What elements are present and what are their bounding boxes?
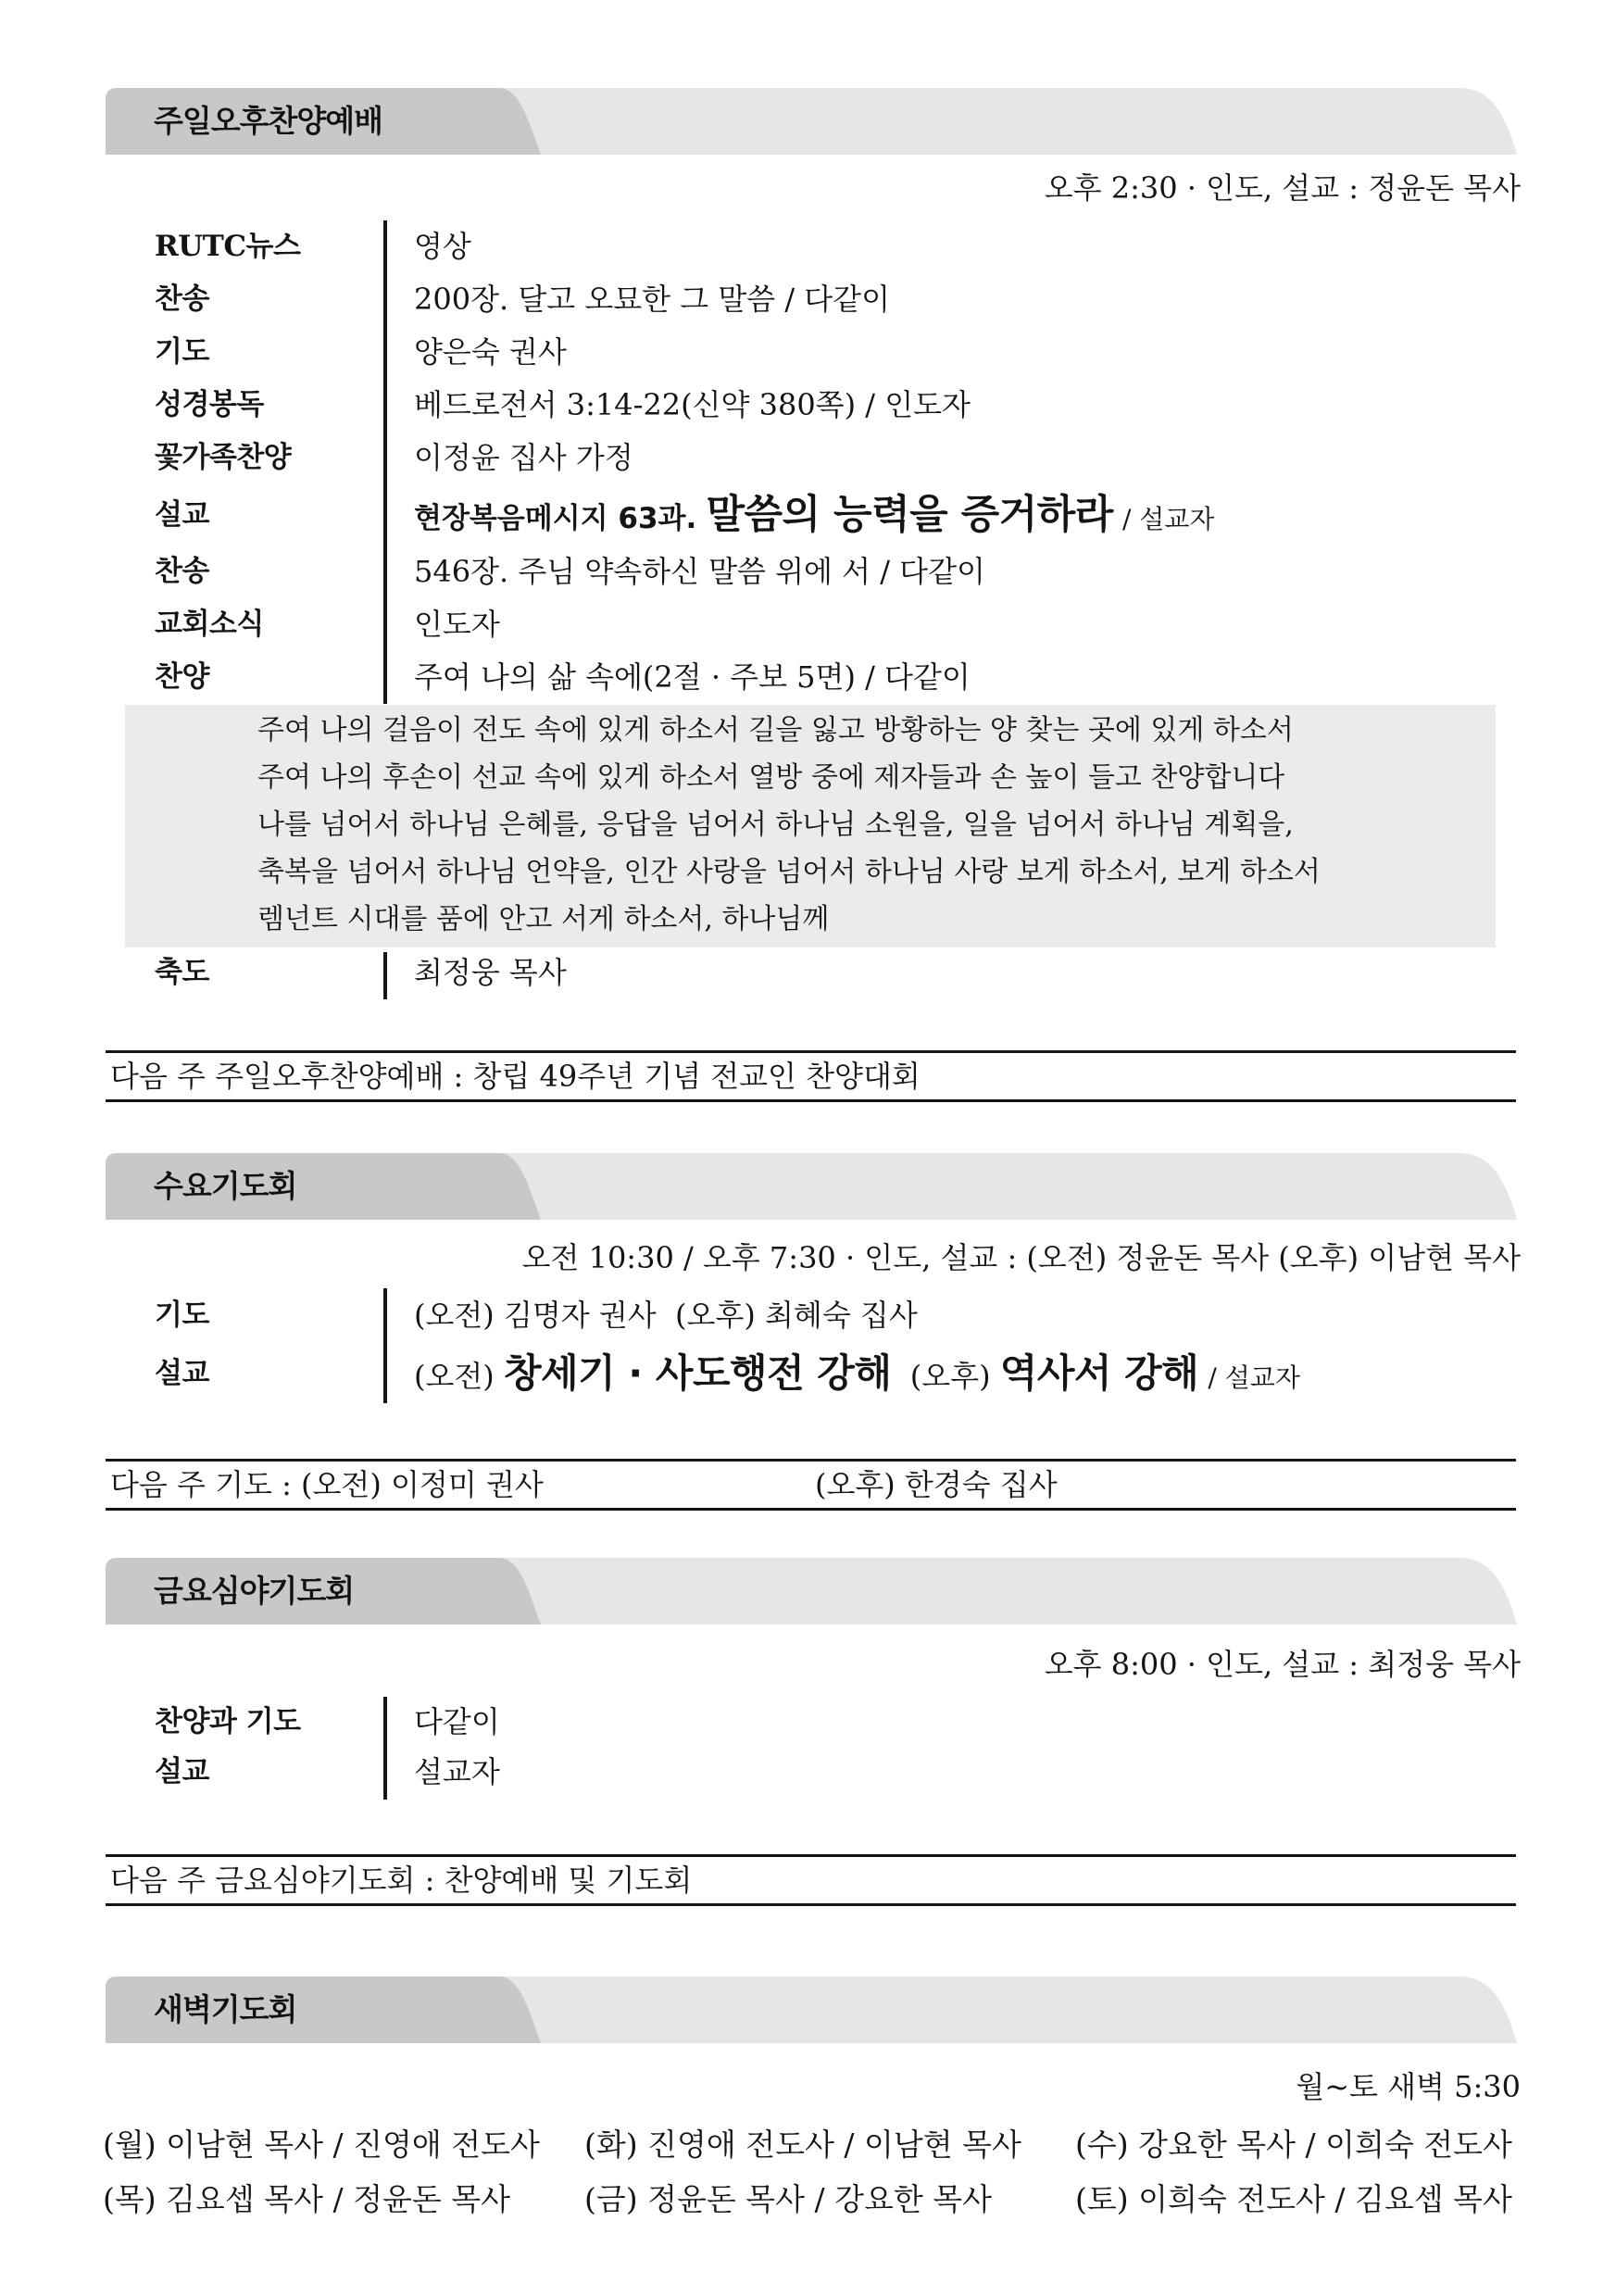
order-label: RUTC뉴스	[155, 230, 301, 263]
order-label: 성경봉독	[155, 388, 264, 421]
section-title: 주일오후찬양예배	[154, 103, 383, 139]
order-value: 이정윤 집사 가정	[414, 440, 633, 475]
prayer-pm: (오후) 최혜숙 집사	[675, 1298, 918, 1333]
sermon-am-tag: (오전)	[414, 1359, 495, 1394]
sermon-value	[414, 1344, 1300, 1408]
order-label: 찬송	[155, 555, 209, 588]
order-label: 축도	[155, 956, 209, 989]
order-value: 200장. 달고 오묘한 그 말씀 / 다같이	[414, 282, 891, 317]
order-label: 설교	[155, 498, 209, 532]
section-tab-graphic	[106, 1976, 1517, 2043]
sermon-row	[0, 1344, 1616, 1403]
sermon-title: 말씀의 능력을 증거하라	[706, 492, 1113, 538]
order-row	[0, 220, 1616, 273]
sermon-pm-title: 역사서 강해	[999, 1350, 1199, 1396]
next-week-notice	[106, 1050, 1516, 1102]
order-value: 설교자	[414, 1754, 500, 1789]
schedule-item: (토) 이희숙 전도사 / 김요셉 목사	[1075, 2181, 1512, 2217]
order-row	[0, 432, 1616, 484]
order-row	[0, 598, 1616, 651]
order-label: 설교	[155, 1357, 209, 1390]
order-row	[0, 546, 1616, 598]
lyrics-line: 주여 나의 후손이 선교 속에 있게 하소서 열방 중에 제자들과 손 높이 들고 찬양합니다	[257, 761, 1285, 794]
service-time-info: 오후 8:00 · 인도, 설교 : 최정웅 목사	[1044, 1647, 1521, 1682]
prayer-am: (오전) 김명자 권사	[414, 1298, 657, 1333]
section-header	[106, 1976, 1517, 2043]
sermon-am-title: 창세기 · 사도행전 강해	[503, 1350, 892, 1396]
schedule-item: (금) 정윤돈 목사 / 강요한 목사	[584, 2181, 992, 2217]
sermon-preacher: / 설교자	[1121, 504, 1215, 534]
order-value: 최정웅 목사	[414, 955, 567, 990]
schedule-item: (목) 김요셉 목사 / 정윤돈 목사	[103, 2181, 510, 2217]
service-time-info: 월~토 새벽 5:30	[1296, 2069, 1521, 2104]
sermon-row	[0, 484, 1616, 546]
lyrics-line: 축복을 넘어서 하나님 언약을, 인간 사랑을 넘어서 하나님 사랑 보게 하소서, 보게 하소서	[257, 856, 1321, 888]
order-label: 설교	[155, 1755, 209, 1788]
order-row	[0, 326, 1616, 379]
order-row	[0, 273, 1616, 326]
service-time-info: 오전 10:30 / 오후 7:30 · 인도, 설교 : (오전) 정윤돈 목사 (오후) 이남현 목사	[521, 1240, 1521, 1275]
next-week-text: 다음 주 주일오후찬양예배 : 창립 49주년 기념 전교인 찬양대회	[110, 1059, 921, 1094]
service-time-info: 오후 2:30 · 인도, 설교 : 정윤돈 목사	[1044, 170, 1521, 206]
order-value: 546장. 주님 약속하신 말씀 위에 서 / 다같이	[414, 554, 985, 589]
order-row	[0, 1746, 1616, 1799]
order-value: 주여 나의 삶 속에(2절 · 주보 5면) / 다같이	[414, 659, 971, 695]
order-value: 영상	[414, 229, 471, 264]
prayer-row	[0, 1289, 1616, 1342]
order-label: 기도	[155, 335, 209, 369]
order-row	[0, 1696, 1616, 1749]
sermon-pm-tag: (오후)	[909, 1359, 991, 1394]
order-value: 베드로전서 3:14-22(신약 380쪽) / 인도자	[414, 387, 971, 422]
order-row	[0, 651, 1616, 704]
order-label: 교회소식	[155, 608, 264, 641]
next-week-am: 다음 주 기도 : (오전) 이정미 권사	[110, 1467, 544, 1502]
schedule-item: (수) 강요한 목사 / 이희숙 전도사	[1075, 2127, 1512, 2163]
section-title: 새벽기도회	[154, 1991, 297, 2027]
lyrics-line: 나를 넘어서 하나님 은혜를, 응답을 넘어서 하나님 소원을, 일을 넘어서 하나님 계획을,	[257, 809, 1294, 841]
schedule-item: (월) 이남현 목사 / 진영애 전도사	[103, 2127, 540, 2163]
lyrics-line: 렘넌트 시대를 품에 안고 서게 하소서, 하나님께	[257, 903, 830, 935]
next-week-text: 다음 주 금요심야기도회 : 찬양예배 및 기도회	[110, 1863, 693, 1898]
section-title: 수요기도회	[154, 1168, 297, 1204]
order-value: 다같이	[414, 1704, 500, 1739]
order-row	[0, 379, 1616, 432]
next-week-notice	[106, 1459, 1516, 1511]
section-header	[106, 88, 1517, 155]
section-header	[106, 1558, 1517, 1625]
order-value: 양은숙 권사	[414, 334, 567, 370]
next-week-notice	[106, 1854, 1516, 1906]
section-title: 금요심야기도회	[154, 1573, 355, 1609]
order-label: 꽃가족찬양	[155, 441, 292, 474]
order-value: 인도자	[414, 607, 500, 642]
sermon-preacher: / 설교자	[1208, 1362, 1300, 1393]
order-label: 찬양	[155, 660, 209, 694]
section-tab-graphic	[106, 1153, 1517, 1220]
section-header	[106, 1153, 1517, 1220]
schedule-item: (화) 진영애 전도사 / 이남현 목사	[584, 2127, 1021, 2163]
sermon-series: 현장복음메시지 63과.	[414, 502, 697, 535]
order-value	[414, 1289, 918, 1342]
lyrics-box	[125, 705, 1496, 947]
next-week-pm: (오후) 한경숙 집사	[815, 1467, 1058, 1502]
lyrics-line: 주여 나의 걸음이 전도 속에 있게 하소서 길을 잃고 방황하는 양 찾는 곳에 있게 하소서	[257, 714, 1294, 747]
order-label: 기도	[155, 1299, 209, 1332]
sermon-value	[414, 484, 1214, 550]
order-label: 찬양과 기도	[155, 1705, 301, 1738]
order-label: 찬송	[155, 282, 209, 316]
benediction-row	[0, 947, 1616, 999]
